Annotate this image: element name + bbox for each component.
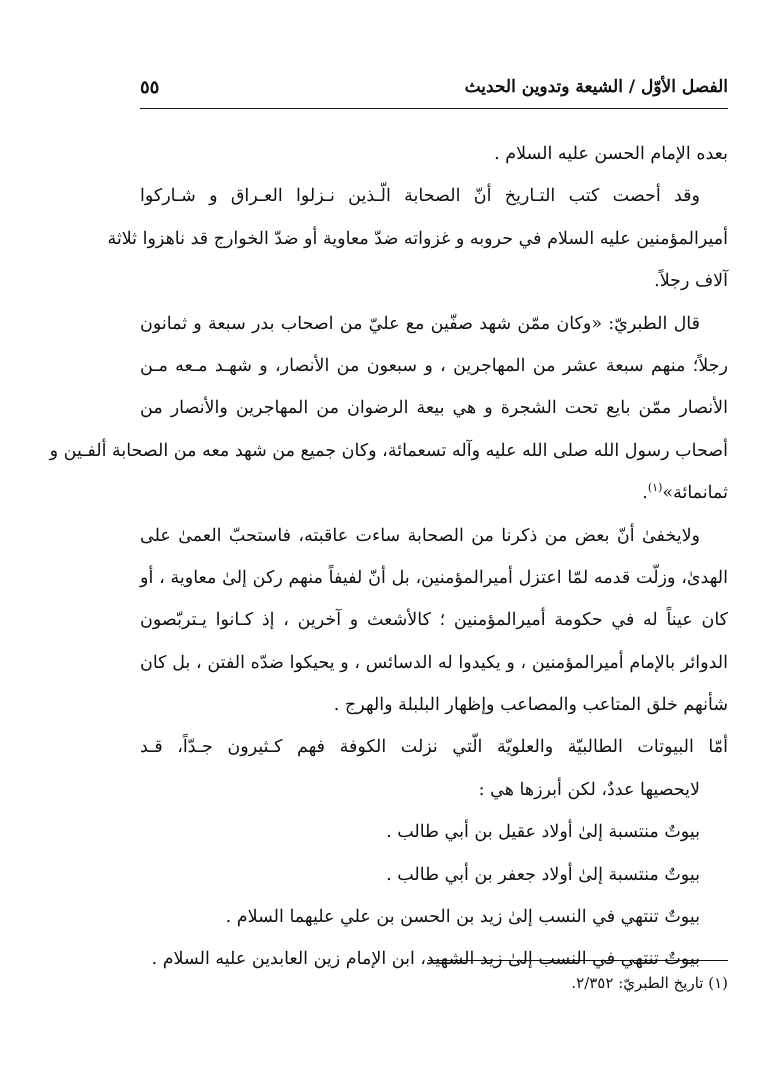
text-line: شأنهم خلق المتاعب والمصاعب وإظهار البلبلة والهرج . bbox=[333, 695, 728, 716]
text-line: الدوائر بالإمام أميرالمؤمنين ، و يكيدوا له الدسائس ، و يحيكوا ضدّه الفتن ، بل كان bbox=[140, 652, 728, 673]
header-divider bbox=[140, 108, 728, 109]
footnote-marker: (١) bbox=[647, 481, 663, 495]
list-item: بيوتٌ تنتهي في النسب إلىٰ زيد الشهيد، ابن الإمام زين العابدين عليه السلام . bbox=[151, 949, 700, 970]
text-line: الهدىٰ، وزلّت قدمه لمّا اعتزل أميرالمؤمنين، بل أنّ لفيفاً منهم ركن إلىٰ معاوية ، أو bbox=[140, 567, 728, 588]
text-fragment: ثمانمائة» bbox=[662, 483, 728, 504]
text-line: ولايخفىٰ أنّ بعض من ذكرنا من الصحابة ساءت عاقبته، فاستحبّ العمىٰ على bbox=[140, 525, 700, 546]
text-line: آلاف رجلاً. bbox=[654, 271, 728, 292]
list-item: بيوتٌ منتسبة إلىٰ أولاد جعفر بن أبي طالب . bbox=[386, 864, 700, 885]
text-line: لايحصيها عددٌ، لكن أبرزها هي : bbox=[478, 779, 700, 800]
text-line: وقد أحصت كتب التـاريخ أنّ الصحابة الّـذين نـزلوا العـراق و شـاركوا bbox=[140, 186, 700, 207]
text-line: قال الطبريّ: «وكان ممّن شهد صفّين مع عليّ من اصحاب بدر سبعة و ثمانون bbox=[140, 313, 700, 334]
text-line: رجلاً؛ منهم سبعة عشر من المهاجرين ، و سبعون من الأنصار، و شهـد مـعه مـن bbox=[140, 355, 728, 376]
text-line: أميرالمؤمنين عليه السلام في حروبه و غزواته ضدّ معاوية أو ضدّ الخوارج قد ناهزوا ثلاثة bbox=[107, 228, 728, 249]
footnote: (١) تاريخ الطبريّ: ٢/٣٥٢. bbox=[571, 974, 728, 992]
text-line: الأنصار ممّن بايع تحت الشجرة و هي بيعة الرضوان من المهاجرين والأنصار من bbox=[140, 398, 728, 419]
list-item: بيوتٌ منتسبة إلىٰ أولاد عقيل بن أبي طالب . bbox=[386, 822, 700, 843]
text-line bbox=[140, 472, 728, 514]
body-text bbox=[49, 133, 728, 981]
footnote-divider bbox=[428, 960, 728, 961]
chapter-title: الفصل الأوّل / الشيعة وتدوين الحديث bbox=[464, 77, 728, 97]
text-line: أصحاب رسول الله صلى الله عليه وآله تسعمائة، وكان جميع من شهد معه من الصحابة ألفـين و bbox=[49, 440, 728, 461]
running-header bbox=[140, 70, 728, 104]
text-line: كان عيناً له في حكومة أميرالمؤمنين ؛ كالأشعث و آخرين ، إذ كـانوا يـتربّصون bbox=[140, 610, 728, 631]
text-fragment: . bbox=[642, 483, 648, 504]
list-item: بيوتٌ تنتهي في النسب إلىٰ زيد بن الحسن بن علي عليهما السلام . bbox=[225, 907, 700, 928]
text-line: أمّا البيوتات الطالبيّة والعلويّة الّتي نزلت الكوفة فهم كـثيرون جـدّاً، قـد bbox=[140, 737, 728, 758]
page-number: ٥٥ bbox=[140, 76, 160, 98]
text-line: بعده الإمام الحسن عليه السلام . bbox=[494, 144, 728, 164]
